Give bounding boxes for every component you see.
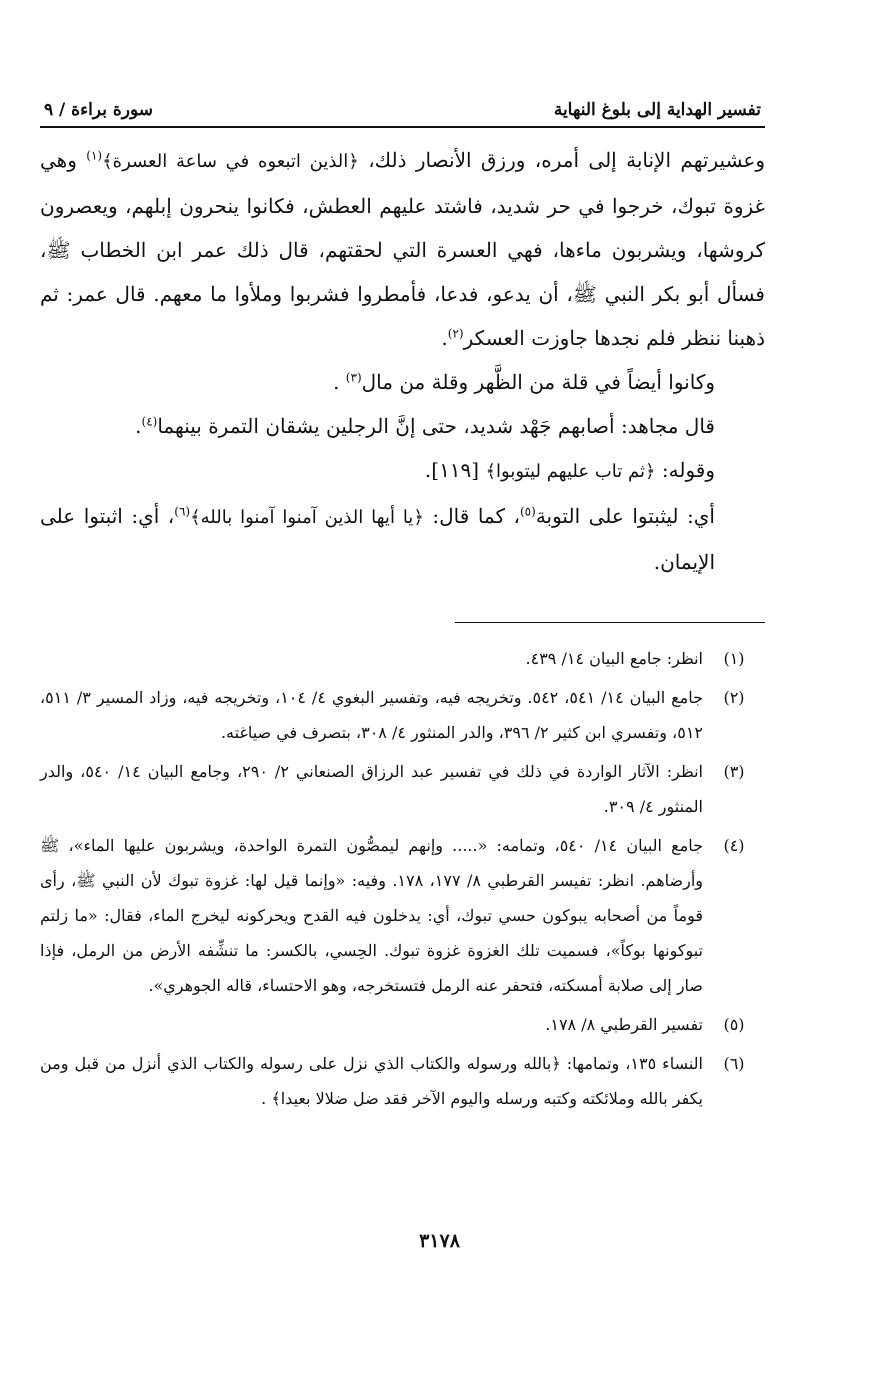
paragraph-5	[40, 494, 765, 584]
footnote-number: (٢)	[723, 688, 745, 707]
footnote-number: (٤)	[723, 836, 745, 855]
paragraph-text: [١١٩].	[424, 458, 486, 482]
footnotes	[40, 641, 765, 1116]
footnote-separator	[455, 622, 765, 623]
paragraph-text: وكانوا أيضاً في قلة من الظَّهر وقلة من مال	[361, 370, 715, 394]
footnote	[40, 754, 765, 824]
footnote-marker: (٢)	[447, 326, 464, 341]
paragraph-text: وقوله:	[655, 458, 715, 482]
paragraph-text: .	[135, 414, 142, 438]
surah-page-label: سورة براءة / ٩	[44, 100, 153, 120]
footnote-text: انظر: جامع البيان ١٤/ ٤٣٩.	[525, 649, 703, 668]
footnote-text: جامع البيان ١٤/ ٥٤١، ٥٤٢. وتخريجه فيه، وتفسير البغوي ٤/ ١٠٤، وتخريجه فيه، وزاد المسير ٣/ ٥١١، ٥١٢، وتفسري ابن كثير ٢/ ٣٩٦، والدر المنثور ٤/ ٣٠٨، بتصرف في صياغته.	[40, 688, 704, 742]
page-number: ٣١٧٨	[419, 1230, 460, 1252]
footnote-marker: (١)	[86, 148, 103, 163]
running-header	[40, 100, 765, 128]
footnote-text: النساء ١٣٥، وتمامها: ﴿بالله ورسوله والكتاب الذي نزل على رسوله والكتاب الذي أنزل من قبل ومن يكفر بالله وملائكته وكتبه ورسله واليوم الآخر فقد ضل ضلالا بعيدا﴾ .	[40, 1054, 703, 1108]
footnote-text: جامع البيان ١٤/ ٥٤٠، وتمامه: «..... وإنهم ليمصُّون التمرة الواحدة، ويشربون عليها الماء»، ﷺ وأرضاهم. انظر: تفيسر القرطبي ٨/ ١٧٧، ١٧٨. وفيه: «وإنما قيل لها: غزوة تبوك لأن النبي ﷺ، رأى قوماً من أصحابه يبوكون حسي تبوك، أي: يدخلون فيه القدح ويحركونه ليخرج الماء، فقال: «ما زلتم تبوكونها بوكاً»، فسميت تلك الغزوة غزوة تبوك. الحِسي، بالكسر: ما تنشِّفه الأرض من الرمل، فإذا صار إلى صلابة أمسكته، فتحفر عنه الرمل فتستخرجه، وهو الاحتساء، قاله الجوهري».	[40, 836, 704, 995]
footnote-marker: (٥)	[519, 504, 536, 519]
book-page	[40, 100, 765, 1120]
footnote-marker: (٣)	[345, 370, 362, 385]
paragraph-text: .	[441, 326, 448, 350]
footnote	[40, 828, 765, 1003]
main-text	[40, 138, 765, 584]
footnote	[40, 641, 765, 676]
footnote-number: (٣)	[723, 762, 745, 781]
footnote-number: (١)	[723, 649, 745, 668]
quran-verse: ﴿ثم تاب عليهم ليتوبوا﴾	[485, 461, 656, 482]
paragraph-text: .	[333, 370, 346, 394]
paragraph-2	[40, 360, 765, 404]
footnote-text: انظر: الآثار الواردة في ذلك في تفسير عبد الرزاق الصنعاني ٢/ ٢٩٠، وجامع البيان ١٤/ ٥٤٠، والدر المنثور ٤/ ٣٠٩.	[40, 762, 703, 816]
footnote	[40, 1007, 765, 1042]
footnote-marker: (٤)	[141, 414, 158, 429]
paragraph-text: قال مجاهد: أصابهم جَهْد شديد، حتى إنَّ الرجلين يشقان التمرة بينهما	[157, 414, 715, 438]
paragraph-text: أي: ليثبتوا على التوبة	[535, 504, 715, 528]
footnote-marker: (٦)	[174, 504, 191, 519]
footnote	[40, 680, 765, 750]
footnote-number: (٦)	[723, 1054, 745, 1073]
paragraph-text: ، كما قال:	[423, 504, 520, 528]
paragraph-text: ، أي: اثبتوا على الإيمان.	[40, 504, 715, 574]
paragraph-text: وعشيرتهم الإنابة إلى أمره، ورزق الأنصار ذلك،	[358, 148, 766, 172]
footnote-number: (٥)	[723, 1015, 745, 1034]
paragraph-text: وهي غزوة تبوك، خرجوا في حر شديد، فاشتد عليهم العطش، فكانوا ينحرون إبلهم، ويعصرون كروشها، ويشربون ماءها، فهي العسرة التي لحقتهم، قال ذلك عمر ابن الخطاب ﷺ، فسأل أبو بكر النبي ﷺ، أن يدعو، فدعا، فأمطروا فشربوا وملأوا ما معهم. قال عمر: ثم ذهبنا ننظر فلم نجدها جاوزت العسكر	[40, 148, 765, 350]
quran-verse: ﴿الذين اتبعوه في ساعة العسرة﴾	[102, 151, 359, 172]
paragraph-3	[40, 404, 765, 448]
book-title: تفسير الهداية إلى بلوغ النهاية	[553, 100, 761, 120]
footnote	[40, 1046, 765, 1116]
paragraph-4	[40, 448, 765, 494]
quran-verse: ﴿يا أيها الذين آمنوا آمنوا بالله﴾	[190, 507, 424, 528]
footnote-text: تفسير القرطبي ٨/ ١٧٨.	[545, 1015, 703, 1034]
paragraph-1	[40, 138, 765, 360]
